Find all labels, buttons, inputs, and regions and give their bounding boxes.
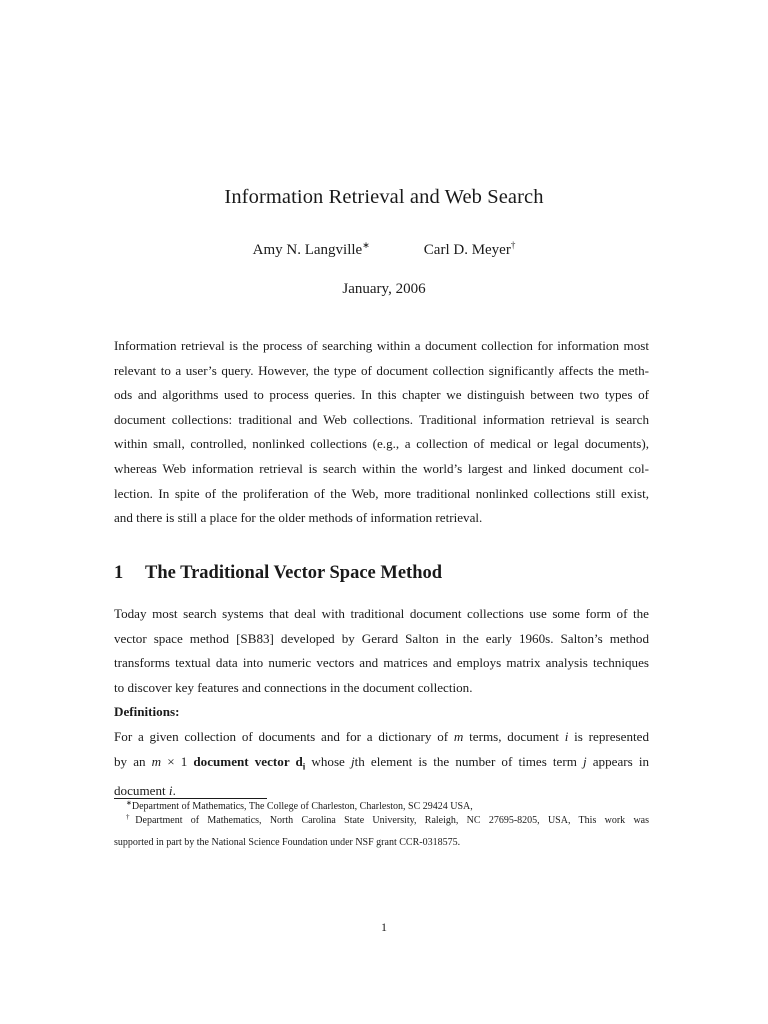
footnote-mark: ∗	[126, 799, 132, 807]
author-name: Carl D. Meyer	[423, 242, 511, 258]
definition-line: document i.	[114, 782, 176, 798]
footnote-2-continuation: supported in part by the National Science Foundation under NSF grant CCR-0318575.	[114, 837, 461, 848]
author-meyer	[424, 242, 516, 259]
abstract-line: document collections: traditional and Web collections. Traditional information retrieval is search	[114, 411, 649, 427]
author-footnote-mark: †	[510, 240, 516, 250]
definitions-label: Definitions:	[114, 704, 180, 719]
footnote-mark: †	[126, 812, 136, 821]
footnote-2: †Department of Mathematics, North Carolina State University, Raleigh, NC 27695-8205, USA, This work was	[126, 812, 650, 826]
intro-line: to discover key features and connections in the document collection.	[114, 679, 473, 695]
paper-date: January, 2006	[342, 281, 426, 297]
abstract-line: lection. In spite of the proliferation of the Web, more traditional nonlinked collections still exist,	[114, 485, 649, 501]
abstract-line: Information retrieval is the process of searching within a document collection for information most	[114, 338, 649, 353]
definition-line: For a given collection of documents and for a dictionary of m terms, document i is represented	[114, 729, 649, 744]
section-heading	[114, 563, 442, 584]
intro-line: transforms textual data into numeric vectors and matrices and employs matrix analysis techniques	[114, 655, 649, 671]
author-footnote-mark: ∗	[362, 240, 370, 250]
author-name: Amy N. Langville	[252, 242, 363, 258]
abstract-paragraph	[114, 334, 649, 531]
definitions-paragraph	[114, 725, 649, 803]
section-intro-paragraph	[114, 602, 649, 700]
definition-line: by an m × 1 document vector $d_i$ whose jth element is the number of times term j appears in	[114, 753, 650, 772]
term-document-vector: document vector $d_i$	[193, 753, 306, 772]
abstract-line: relevant to a user’s query. However, the type of document collection significantly affects the meth-	[114, 362, 649, 378]
abstract-line: and there is still a place for the older methods of information retrieval.	[114, 510, 483, 526]
author-langville	[253, 242, 370, 259]
paper-title: Information Retrieval and Web Search	[224, 186, 544, 208]
page-number: 1	[381, 920, 387, 934]
intro-line: Today most search systems that deal with traditional document collections use some form of the	[114, 606, 649, 621]
abstract-line: within small, controlled, nonlinked collections (e.g., a collection of medical or legal documents),	[114, 436, 649, 452]
footnote-divider	[114, 798, 267, 799]
intro-line: vector space method [SB83] developed by Gerard Salton in the early 1960s. Salton’s method	[114, 630, 649, 646]
author-list	[0, 242, 768, 259]
footnotes	[114, 800, 649, 850]
abstract-line: ods and algorithms used to process queries. In this chapter we distinguish between two types of	[114, 387, 649, 403]
footnote-1: ∗Department of Mathematics, The College of Charleston, Charleston, SC 29424 USA,	[126, 799, 473, 812]
section-number: 1	[114, 563, 124, 583]
abstract-line: whereas Web information retrieval is search within the world’s largest and linked document col-	[114, 460, 649, 476]
section-title: The Traditional Vector Space Method	[145, 563, 443, 583]
